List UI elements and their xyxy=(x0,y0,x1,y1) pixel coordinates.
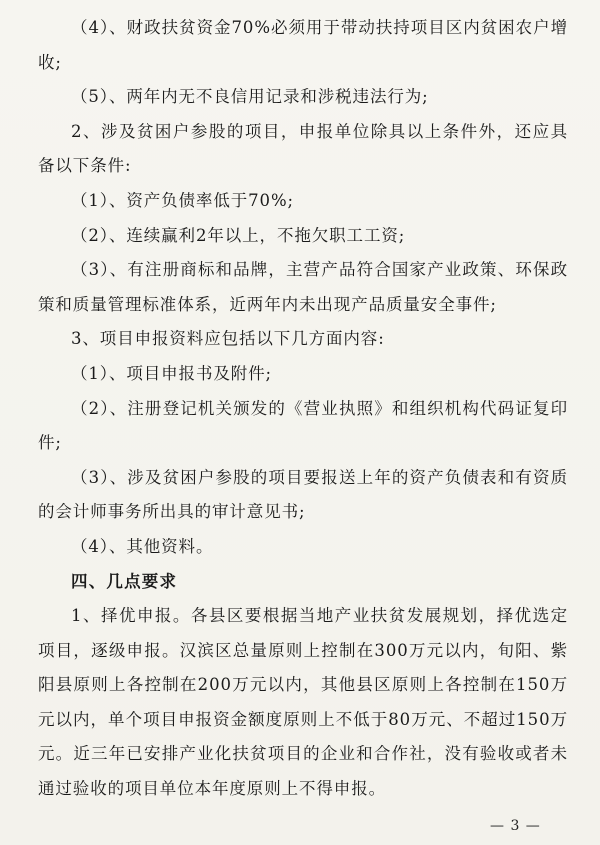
page-number: — 3 — xyxy=(490,818,541,834)
paragraph-item-3-trademark: （3）、有注册商标和品牌，主营产品符合国家产业政策、环保政策和质量管理标准体系，近两年内未出现产品质量安全事件; xyxy=(38,260,568,314)
document-body xyxy=(38,11,568,807)
paragraph-item-2-profit: （2）、连续赢利2年以上，不拖欠职工工资; xyxy=(71,225,406,245)
paragraph-item-2-license: （2）、注册登记机关颁发的《营业执照》和组织机构代码证复印件; xyxy=(38,398,568,453)
paragraph-item-5-credit: （5）、两年内无不良信用记录和涉税违法行为; xyxy=(71,87,429,107)
paragraph-item-4-other: （4）、其他资料。 xyxy=(71,536,214,556)
paragraph-item-3-balance-sheet: （3）、涉及贫困户参股的项目要报送上年的资产负债表和有资质的会计师事务所出具的审计意见书; xyxy=(38,467,568,522)
paragraph-requirement-1: 1、择优申报。各县区要根据当地产业扶贫发展规划，择优选定项目，逐级申报。汉滨区总量原则上控制在300万元以内，旬阳、紫阳县原则上各控制在200万元以内，其他县区原则上各控制在150万元以内，单个项目申报资金额度原则上不低于80万元、不超过150万元。近三年已安排产业化扶贫项目的企业和合作社，没有验收或者未通过验收的项目单位本年度原则上不得申报。 xyxy=(38,606,568,799)
section-heading: 四、几点要求 xyxy=(71,571,178,591)
paragraph-item-1-application: （1）、项目申报书及附件; xyxy=(71,363,273,383)
paragraph-item-1-debt-ratio: （1）、资产负债率低于70%; xyxy=(71,190,294,210)
paragraph-section-3-intro: 3、项目申报资料应包括以下几方面内容: xyxy=(71,329,385,349)
paragraph-item-4-funds: （4）、财政扶贫资金70%必须用于带动扶持项目区内贫困农户增收; xyxy=(38,18,568,72)
paragraph-section-2-intro: 2、涉及贫困户参股的项目，申报单位除具以上条件外，还应具备以下条件: xyxy=(38,121,568,176)
